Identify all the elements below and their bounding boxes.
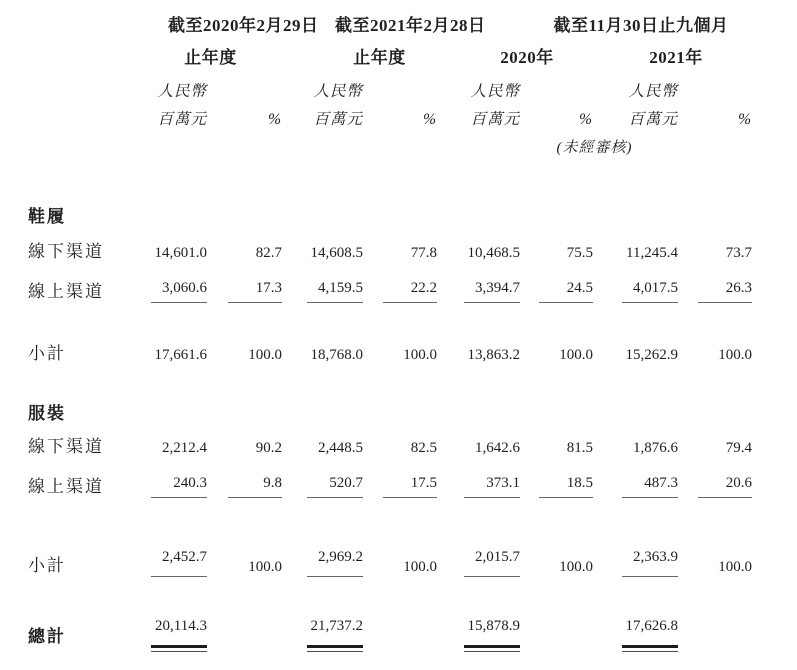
cell-value: 100.0	[718, 559, 752, 575]
cell-value: 11,245.4	[626, 245, 678, 261]
percent-header: %	[268, 111, 282, 128]
cell-value: 82.5	[410, 440, 437, 456]
cell-value: 26.3	[698, 278, 752, 303]
cell-value: 79.4	[725, 440, 752, 456]
empty-cell	[150, 365, 752, 425]
section-title-footwear	[28, 158, 752, 228]
row-label: 線下渠道	[28, 242, 104, 261]
cell-value: 77.8	[410, 245, 437, 261]
percent-header: %	[579, 111, 593, 128]
cell-value: 15,878.9	[464, 616, 520, 648]
cell-value: 15,262.9	[625, 347, 678, 363]
currency-header: 人民幣	[470, 83, 520, 100]
table-row	[28, 36, 752, 68]
cell-value: 90.2	[255, 440, 282, 456]
empty-cell	[520, 577, 593, 648]
cell-value: 4,159.5	[307, 278, 363, 303]
cell-value: 100.0	[403, 559, 437, 575]
empty-cell	[678, 577, 752, 648]
cell-value: 75.5	[566, 245, 593, 261]
cell-value: 240.3	[151, 473, 207, 498]
cell-value: 13,863.2	[467, 347, 520, 363]
cell-value: 2,015.7	[464, 547, 520, 577]
currency-header: 人民幣	[628, 83, 678, 100]
cell-value: 17,626.8	[622, 616, 678, 648]
col-group-header-nine-months: 截至11月30日止九個月	[553, 16, 729, 35]
cell-value: 20.6	[698, 473, 752, 498]
cell-value: 81.5	[566, 440, 593, 456]
cell-value: 17,661.6	[154, 347, 207, 363]
row-grand-total	[28, 577, 752, 648]
cell-value: 100.0	[248, 347, 282, 363]
cell-value: 18.5	[539, 473, 593, 498]
row-apparel-online	[28, 458, 752, 498]
empty-cell	[150, 158, 752, 228]
row-label: 小計	[28, 344, 66, 363]
section-title: 鞋履	[28, 207, 66, 226]
currency-header: 人民幣	[313, 83, 363, 100]
cell-value: 1,876.6	[633, 440, 678, 456]
cell-value: 21,737.2	[307, 616, 363, 648]
unit-header: 百萬元	[628, 111, 678, 128]
cell-value: 373.1	[464, 473, 520, 498]
empty-cell	[678, 68, 752, 102]
table-row	[28, 102, 752, 130]
empty-cell	[28, 68, 150, 102]
cell-value: 18,768.0	[310, 347, 363, 363]
unit-header: 百萬元	[157, 111, 207, 128]
empty-cell	[28, 130, 150, 158]
row-footwear-subtotal	[28, 303, 752, 365]
row-apparel-subtotal	[28, 498, 752, 577]
empty-cell	[28, 102, 150, 130]
cell-value: 22.2	[383, 278, 437, 303]
cell-value: 14,601.0	[154, 245, 207, 261]
cell-value: 24.5	[539, 278, 593, 303]
cell-value: 14,608.5	[310, 245, 363, 261]
empty-cell	[207, 577, 282, 648]
cell-value: 73.7	[725, 245, 752, 261]
cell-value: 2,448.5	[318, 440, 363, 456]
cell-value: 100.0	[248, 559, 282, 575]
percent-header: %	[423, 111, 437, 128]
cell-value: 100.0	[559, 559, 593, 575]
currency-header: 人民幣	[157, 83, 207, 100]
row-label: 線下渠道	[28, 437, 104, 456]
cell-value: 9.8	[228, 473, 282, 498]
table-row	[28, 68, 752, 102]
col-group-subheader-fy2020: 止年度	[184, 48, 237, 67]
unit-header: 百萬元	[313, 111, 363, 128]
empty-cell	[207, 68, 282, 102]
cell-value: 17.5	[383, 473, 437, 498]
col-group-header-fy2020: 截至2020年2月29日	[168, 16, 319, 35]
cell-value: 17.3	[228, 278, 282, 303]
table-row	[28, 130, 752, 158]
cell-value: 1,642.6	[475, 440, 520, 456]
col-subheader-9m-2020: 2020年	[500, 48, 554, 67]
empty-cell	[520, 68, 593, 102]
unaudited-note: (未經審核)	[556, 140, 633, 156]
row-label: 線上渠道	[28, 282, 104, 301]
cell-value: 2,363.9	[622, 547, 678, 577]
cell-value: 487.3	[622, 473, 678, 498]
col-group-subheader-fy2021: 止年度	[353, 48, 406, 67]
revenue-breakdown-table	[28, 12, 752, 648]
row-label: 小計	[28, 556, 66, 575]
col-group-header-fy2021: 截至2021年2月28日	[335, 16, 486, 35]
cell-value: 2,212.4	[162, 440, 207, 456]
section-title-apparel	[28, 365, 752, 425]
row-footwear-online	[28, 263, 752, 303]
empty-cell	[207, 130, 282, 158]
cell-value: 10,468.5	[467, 245, 520, 261]
empty-cell	[150, 130, 207, 158]
empty-cell	[282, 130, 363, 158]
cell-value: 100.0	[403, 347, 437, 363]
row-label: 總計	[28, 627, 66, 646]
cell-value: 100.0	[559, 347, 593, 363]
row-footwear-offline	[28, 228, 752, 263]
empty-cell	[363, 577, 437, 648]
unit-header: 百萬元	[470, 111, 520, 128]
cell-value: 20,114.3	[151, 616, 207, 648]
empty-cell	[363, 68, 437, 102]
row-label: 線上渠道	[28, 477, 104, 496]
cell-value: 4,017.5	[622, 278, 678, 303]
cell-value: 2,969.2	[307, 547, 363, 577]
section-title: 服裝	[28, 404, 66, 423]
cell-value: 520.7	[307, 473, 363, 498]
cell-value: 3,060.6	[151, 278, 207, 303]
cell-value: 3,394.7	[464, 278, 520, 303]
empty-cell	[28, 36, 150, 68]
cell-value: 2,452.7	[151, 547, 207, 577]
col-subheader-9m-2021: 2021年	[649, 48, 703, 67]
empty-cell	[28, 12, 150, 36]
cell-value: 100.0	[718, 347, 752, 363]
percent-header: %	[738, 111, 752, 128]
row-apparel-offline	[28, 425, 752, 458]
table-row	[28, 12, 752, 36]
cell-value: 82.7	[255, 245, 282, 261]
empty-cell	[363, 130, 437, 158]
